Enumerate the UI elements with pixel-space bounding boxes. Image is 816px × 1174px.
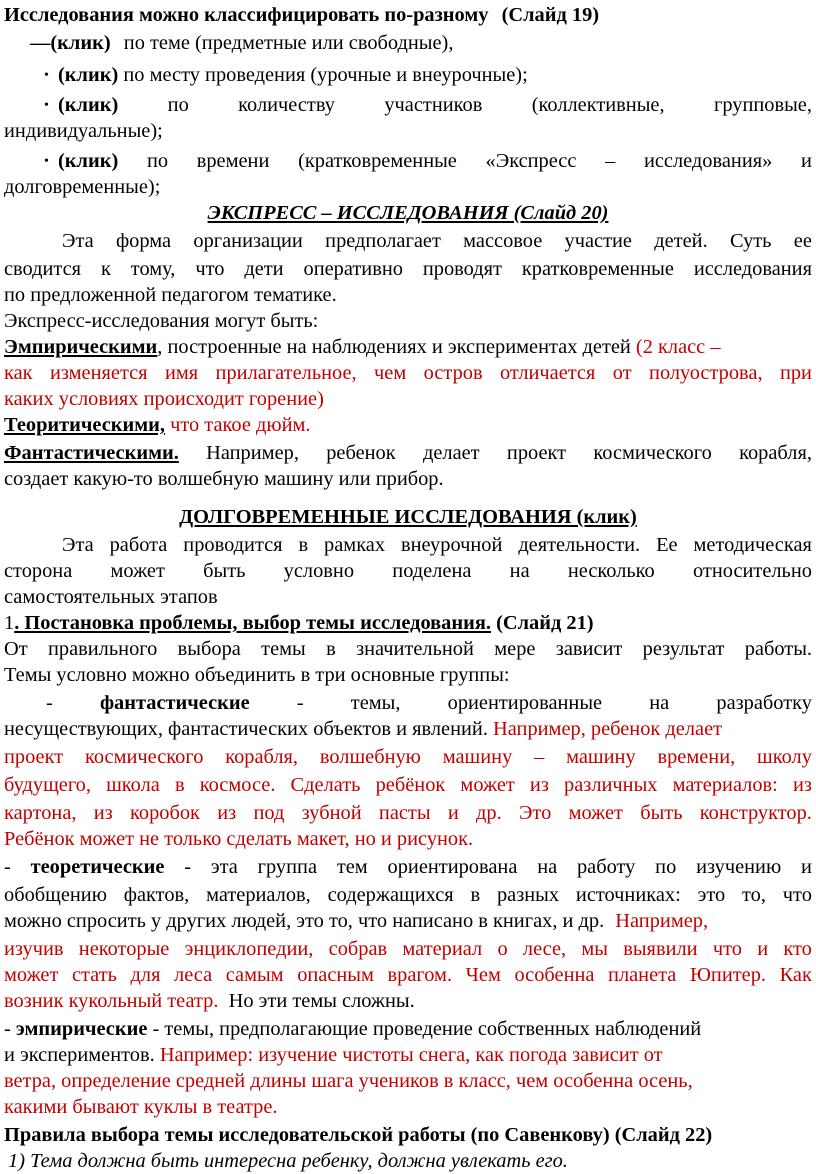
word: работы.	[744, 638, 812, 660]
empirical-line1	[4, 1016, 816, 1042]
step-1-heading	[4, 610, 816, 636]
word: ребёнок	[375, 774, 446, 796]
word: по	[167, 94, 189, 116]
word: изменяется	[49, 362, 148, 384]
word: может	[110, 560, 165, 582]
class-item-text: индивидуальные);	[4, 120, 163, 142]
fantastic-line4	[4, 772, 812, 798]
word: -	[296, 692, 304, 714]
word: о	[497, 938, 508, 960]
longterm-heading: ДОЛГОВРЕМЕННЫЕ ИССЛЕДОВАНИЯ (клик)	[179, 506, 637, 528]
theoretical-example: Например,	[610, 910, 709, 932]
word: несколько	[567, 560, 655, 582]
step-title: . Постановка проблемы, выбор темы исследования.	[14, 612, 491, 634]
class-item-1	[30, 30, 816, 56]
rules-title: Правила выбора темы исследовательской работы (по Савенкову)	[4, 1124, 610, 1146]
word: волшебную	[319, 746, 421, 768]
fantastic-line2	[4, 716, 816, 742]
word: условно	[283, 560, 355, 582]
express-heading: ЭКСПРЕСС – ИССЛЕДОВАНИЯ (Слайд 20)	[207, 202, 609, 224]
rules-slide: (Слайд 22)	[609, 1124, 713, 1146]
empirical-line4: какими бывают куклы в театре.	[4, 1096, 278, 1118]
word: лесе,	[522, 938, 567, 960]
word: из	[93, 802, 113, 824]
word: в	[174, 774, 185, 796]
word: поделена	[392, 560, 472, 582]
word: правильного	[47, 638, 158, 660]
word: выбора	[177, 638, 241, 660]
word: леса	[174, 964, 213, 986]
word: содержащихся	[327, 884, 454, 906]
word: проводится	[183, 534, 283, 556]
word: (кратковременные	[298, 150, 457, 172]
word: как	[4, 362, 33, 384]
word: значительной	[356, 638, 474, 660]
word: фактов,	[123, 884, 190, 906]
word: быть	[640, 802, 683, 824]
word: чем	[374, 362, 407, 384]
word: зависит	[555, 638, 623, 660]
word: прилагательное,	[215, 362, 357, 384]
word: Например,	[206, 442, 299, 464]
fantastic-line1	[46, 690, 812, 716]
class-item-2	[44, 62, 816, 88]
express-p1-line2	[4, 256, 812, 282]
word: то,	[742, 884, 766, 906]
word: школу	[757, 746, 812, 768]
word: машину	[442, 746, 513, 768]
word: организации	[193, 230, 303, 252]
word: Эта	[62, 230, 94, 252]
word: отличается	[500, 362, 596, 384]
word: будущего,	[4, 774, 91, 796]
word: проводят	[422, 258, 502, 280]
term-fantastic-group: фантастические	[99, 692, 250, 714]
word: особенна	[514, 964, 595, 986]
term-theoretical-group: теоретические	[30, 856, 165, 878]
word: пасты	[378, 802, 431, 824]
empirical-text: , построенные на наблюдениях и экспериментах детей	[157, 336, 631, 358]
word: Суть	[729, 230, 772, 252]
bullet-icon: •	[44, 154, 49, 169]
class-item-text: долговременные);	[4, 176, 161, 198]
word: космического	[84, 746, 204, 768]
empirical-example: Например: изучение чистоты снега, как погода зависит от	[154, 1044, 663, 1066]
word: -	[4, 856, 11, 878]
term-empirical: Эмпирическими	[4, 336, 158, 358]
fantastic-express-line2: создает какую-то волшебную машину или прибор.	[4, 468, 444, 490]
class-item-3-cont	[4, 118, 816, 144]
term-theoretical: Теоритическими,	[4, 414, 166, 436]
word: и	[800, 150, 812, 172]
word: Сделать	[290, 774, 361, 796]
fantastic-line5	[4, 800, 812, 826]
word: материал	[402, 938, 483, 960]
word: оперативно	[303, 258, 403, 280]
word: собрав	[328, 938, 388, 960]
word: и	[757, 938, 769, 960]
word: коробок	[130, 802, 200, 824]
word: -	[184, 856, 192, 878]
word: зубной	[301, 802, 362, 824]
empirical-express-line1	[4, 334, 816, 360]
word: эта	[210, 856, 238, 878]
word: от	[612, 362, 632, 384]
word: выявили	[623, 938, 698, 960]
empirical-express-line2	[4, 360, 812, 386]
word: сводится	[4, 258, 82, 280]
word: школа	[106, 774, 160, 796]
word: это	[697, 884, 726, 906]
word: из	[529, 774, 549, 796]
class-item-4-cont	[4, 174, 816, 200]
click-label: (клик)	[50, 32, 111, 54]
word: может	[4, 964, 59, 986]
word: что	[712, 938, 742, 960]
theoretical-line2	[4, 882, 812, 908]
word: форма	[115, 230, 172, 252]
word: сторона	[4, 560, 73, 582]
word: конструктор.	[699, 802, 812, 824]
word: изучив	[4, 938, 64, 960]
word: времени	[196, 150, 270, 172]
dash: -	[4, 1018, 16, 1040]
word: космического	[593, 442, 712, 464]
word: в	[298, 534, 309, 556]
word: из	[792, 774, 812, 796]
word: др.	[476, 802, 502, 824]
word: работа	[109, 534, 168, 556]
word: изучению	[696, 856, 782, 878]
word: мы	[581, 938, 608, 960]
word: для	[130, 964, 161, 986]
word: разработку	[716, 692, 812, 714]
rules-heading	[4, 1122, 816, 1148]
theoretical-text: Но эти темы сложны.	[218, 990, 415, 1012]
word: полуострова,	[649, 362, 763, 384]
word: космосе.	[199, 774, 276, 796]
word: ее	[793, 230, 812, 252]
click-label: (клик)	[58, 150, 119, 172]
word: опасным	[297, 964, 374, 986]
word: -	[46, 692, 53, 714]
word: внеурочной	[400, 534, 503, 556]
word: материалов,	[206, 884, 311, 906]
theoretical-line3	[4, 908, 816, 934]
word: Эта	[62, 534, 94, 556]
theoretical-line5	[4, 962, 812, 988]
longterm-p2-line2: Темы условно можно объединить в три основные группы:	[4, 664, 510, 686]
word: результат	[642, 638, 725, 660]
word: корабля,	[739, 442, 812, 464]
empirical-text: и экспериментов.	[4, 1044, 155, 1066]
empirical-express-line3: каких условиях происходит горение)	[4, 388, 324, 410]
theoretical-example: возник кукольный театр.	[4, 990, 219, 1012]
longterm-p1-line2	[4, 558, 812, 584]
longterm-p1-line1	[62, 532, 812, 558]
word: на	[509, 560, 530, 582]
theoretical-line4	[4, 936, 812, 962]
empirical-line3: ветра, определение средней длины шага учеников в класс, чем особенна осень,	[4, 1070, 693, 1092]
word: самым	[225, 964, 284, 986]
word: различных	[564, 774, 658, 796]
heading-title: Исследования можно классифицировать по-разному	[4, 4, 489, 26]
word: к	[100, 258, 111, 280]
word: ребенок	[326, 442, 396, 464]
word: стать	[71, 964, 117, 986]
word: работу	[576, 856, 636, 878]
word: (коллективные,	[531, 94, 665, 116]
word: –	[605, 150, 616, 172]
word: дети	[244, 258, 284, 280]
word: мере	[494, 638, 536, 660]
word: машину	[566, 746, 636, 768]
word: материалов:	[672, 774, 778, 796]
word: врагом.	[387, 964, 453, 986]
word: исследования	[693, 258, 812, 280]
word: ориентирована	[387, 856, 518, 878]
word: может	[568, 802, 623, 824]
word: из	[217, 802, 237, 824]
word: делает	[422, 442, 480, 464]
express-p1-line3: по предложенной педагогом тематике.	[4, 284, 337, 306]
word: некоторые	[78, 938, 170, 960]
word: ориентированные	[447, 692, 603, 714]
class-item-text: по теме (предметные или свободные),	[123, 32, 454, 54]
word: Чем	[465, 964, 501, 986]
word: проект	[506, 442, 567, 464]
word: количеству	[238, 94, 335, 116]
word: тем	[336, 856, 368, 878]
empirical-line2	[4, 1042, 816, 1068]
word: групповые,	[713, 94, 812, 116]
word: имя	[164, 362, 199, 384]
fantastic-line6: Ребёнок может не только сделать макет, но и рисунок.	[4, 828, 474, 850]
word: Как	[779, 964, 812, 986]
word: картона,	[4, 802, 77, 824]
word: Это	[518, 802, 552, 824]
word: От	[4, 638, 28, 660]
word: что	[782, 884, 812, 906]
word: быть	[203, 560, 246, 582]
empirical-example: (2 класс –	[630, 336, 721, 358]
click-label: (клик)	[58, 94, 119, 116]
word: на	[649, 692, 670, 714]
theoretical-line1	[4, 854, 812, 880]
word: что	[195, 258, 225, 280]
word: может	[460, 774, 515, 796]
word: группа	[257, 856, 318, 878]
fantastic-example: Например, ребенок делает	[487, 718, 723, 740]
term-fantastic: Фантастическими.	[4, 442, 179, 464]
word: массовое	[463, 230, 543, 252]
word: рамках	[324, 534, 386, 556]
word: в	[470, 884, 481, 906]
theoretical-text: можно спросить у других людей, это то, что написано в книгах, и др.	[4, 910, 605, 932]
word: «Экспресс	[485, 150, 577, 172]
word: –	[534, 746, 545, 768]
word: и	[447, 802, 459, 824]
longterm-p2-line1	[4, 636, 812, 662]
bullet-icon: •	[44, 98, 49, 113]
word: остров	[423, 362, 483, 384]
word: предполагает	[325, 230, 441, 252]
theoretical-line6	[4, 988, 816, 1014]
express-p1-line1	[62, 228, 812, 254]
step-slide: (Слайд 21)	[490, 612, 594, 634]
word: участие	[564, 230, 632, 252]
theoretical-express-line	[4, 412, 816, 438]
word: при	[779, 362, 812, 384]
fantastic-line3	[4, 744, 812, 770]
word: обобщению	[4, 884, 107, 906]
word: энциклопедии,	[184, 938, 314, 960]
word: исследования»	[643, 150, 773, 172]
class-item-4	[44, 148, 812, 174]
express-p2: Экспресс-исследования могут быть:	[4, 310, 319, 332]
word: Юпитер.	[689, 964, 766, 986]
word: времени,	[657, 746, 736, 768]
word: участников	[384, 94, 483, 116]
word: по	[146, 150, 169, 172]
class-item-text: по месту проведения (урочные и внеурочные);	[123, 64, 528, 86]
word: кратковременные	[521, 258, 674, 280]
em-dash: —	[30, 32, 51, 54]
word: под	[253, 802, 285, 824]
word: в	[326, 638, 336, 660]
bullet-icon: •	[44, 68, 49, 83]
word: темы,	[350, 692, 401, 714]
word: методическая	[693, 534, 812, 556]
empirical-text: - темы, предполагающие проведение собственных наблюдений	[147, 1018, 702, 1040]
word: разных	[496, 884, 560, 906]
heading-slide: (Слайд 19)	[501, 4, 600, 26]
longterm-p1-line3: самостоятельных этапов	[4, 586, 218, 608]
word: планета	[608, 964, 677, 986]
word: и	[801, 856, 812, 878]
word: Ее	[656, 534, 678, 556]
term-empirical-group: эмпирические	[15, 1018, 148, 1040]
rule-1: 1) Тема должна быть интересна ребенку, должна увлекать его.	[8, 1150, 568, 1172]
class-item-3	[44, 92, 812, 118]
word: тому,	[130, 258, 176, 280]
word: темы	[261, 638, 306, 660]
word: детей.	[654, 230, 708, 252]
word: по	[655, 856, 677, 878]
step-number: 1	[4, 612, 15, 634]
word: корабля,	[225, 746, 299, 768]
word: кто	[783, 938, 812, 960]
heading-line	[4, 2, 816, 28]
word: проект	[4, 746, 64, 768]
word: деятельности.	[518, 534, 641, 556]
word: относительно	[693, 560, 812, 582]
fantastic-express-line1	[4, 440, 812, 466]
fantastic-text: несуществующих, фантастических объектов и явлений.	[4, 718, 488, 740]
click-label: (клик)	[58, 64, 119, 86]
theoretical-example: что такое дюйм.	[165, 414, 311, 436]
word: на	[537, 856, 558, 878]
word: источниках:	[575, 884, 681, 906]
